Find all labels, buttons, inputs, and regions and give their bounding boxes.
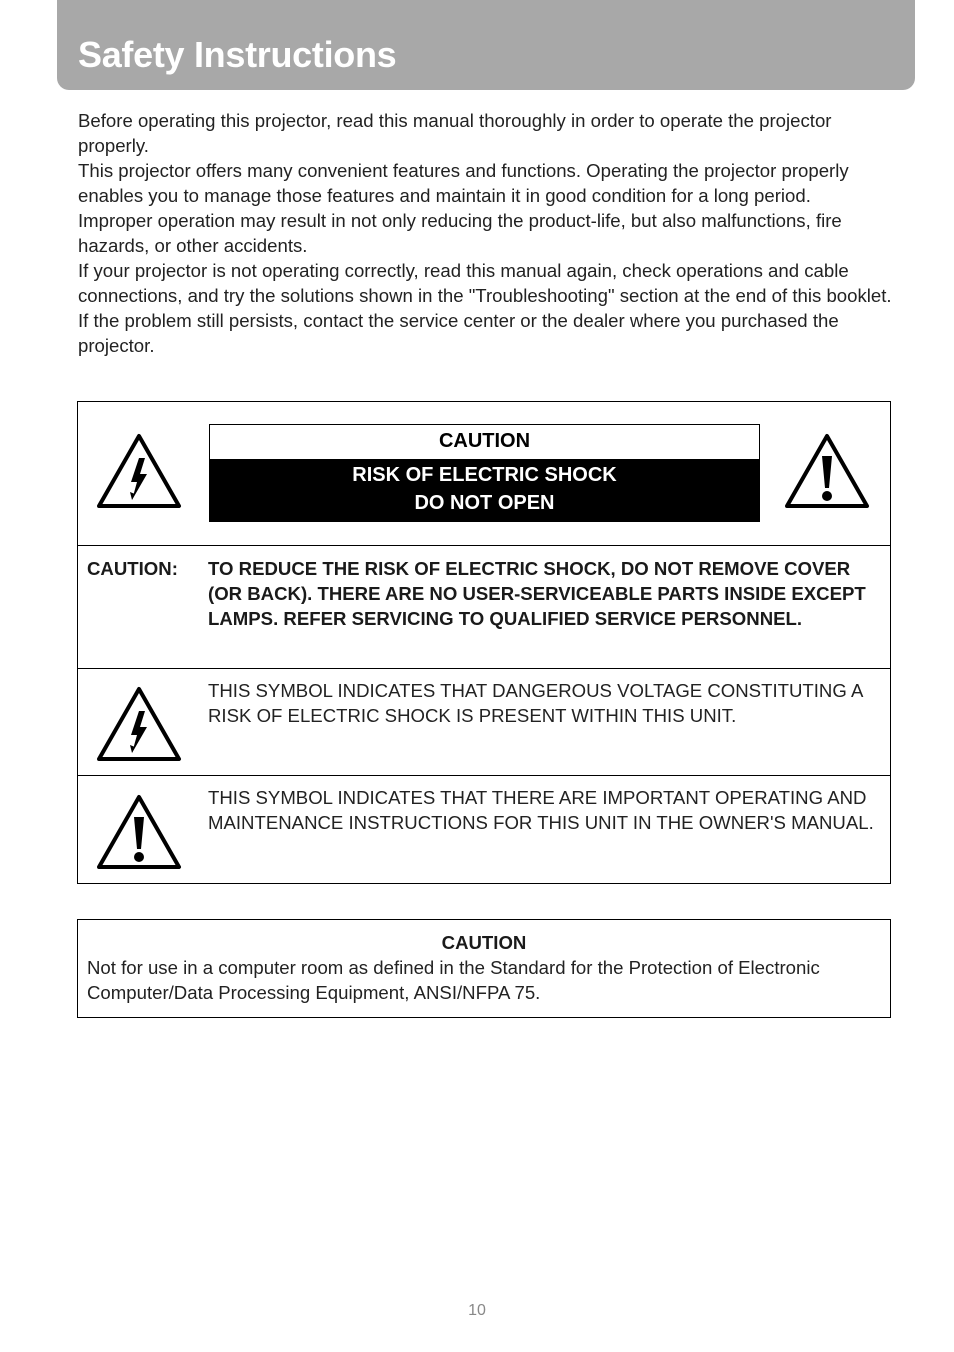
page-title: Safety Instructions bbox=[78, 34, 397, 75]
intro-paragraph: Before operating this projector, read this manual thoroughly in order to operate the projector properly. bbox=[78, 110, 832, 156]
page-header bbox=[57, 0, 915, 90]
exclamation-warning-icon bbox=[95, 793, 183, 871]
caution-label bbox=[209, 424, 760, 522]
intro-paragraph: If your projector is not operating correctly, read this manual again, check operations and cable connections, and try the solutions shown in the "Troubleshooting" section at the end of this booklet. If the problem still persists, contact the service center or the dealer where you purchased the projector. bbox=[78, 260, 892, 356]
note-title: CAUTION bbox=[441, 932, 527, 953]
intro-section bbox=[78, 108, 893, 358]
symbol-row-voltage bbox=[78, 669, 890, 776]
electric-shock-warning-icon bbox=[95, 685, 183, 763]
caution-label-warning bbox=[210, 459, 759, 521]
symbol-row-instructions bbox=[78, 776, 890, 883]
caution-key: CAUTION: bbox=[87, 558, 178, 579]
note-text: Not for use in a computer room as defined in the Standard for the Protection of Electronic Computer/Data Processing Equipment, ANSI/NFPA 75. bbox=[87, 957, 820, 1003]
exclamation-warning-icon bbox=[783, 432, 871, 510]
caution-label-line: DO NOT OPEN bbox=[414, 492, 555, 514]
intro-paragraph: Improper operation may result in not only reducing the product-life, but also malfunctions, fire hazards, or other accidents. bbox=[78, 210, 842, 256]
electric-shock-warning-icon bbox=[95, 432, 183, 510]
intro-paragraph: This projector offers many convenient features and functions. Operating the projector properly enables you to manage those features and maintain it in good condition for a long period. bbox=[78, 160, 849, 206]
warning-label-row bbox=[78, 402, 890, 546]
caution-label-line: RISK OF ELECTRIC SHOCK bbox=[352, 464, 617, 486]
warning-table bbox=[77, 401, 891, 884]
caution-text: TO REDUCE THE RISK OF ELECTRIC SHOCK, DO NOT REMOVE COVER (OR BACK). THERE ARE NO USER-SERVICEABLE PARTS INSIDE EXCEPT LAMPS. REFER SERVICING TO QUALIFIED SERVICE PERSONNEL. bbox=[208, 558, 866, 629]
computer-room-caution-box bbox=[77, 919, 891, 1018]
symbol-description: THIS SYMBOL INDICATES THAT THERE ARE IMPORTANT OPERATING AND MAINTENANCE INSTRUCTIONS FOR THIS UNIT IN THE OWNER'S MANUAL. bbox=[208, 787, 874, 833]
caution-label-title: CAUTION bbox=[438, 430, 531, 452]
symbol-description: THIS SYMBOL INDICATES THAT DANGEROUS VOLTAGE CONSTITUTING A RISK OF ELECTRIC SHOCK IS PRESENT WITHIN THIS UNIT. bbox=[208, 680, 863, 726]
caution-statement-row bbox=[78, 546, 890, 669]
page-number: 10 bbox=[468, 1302, 486, 1319]
